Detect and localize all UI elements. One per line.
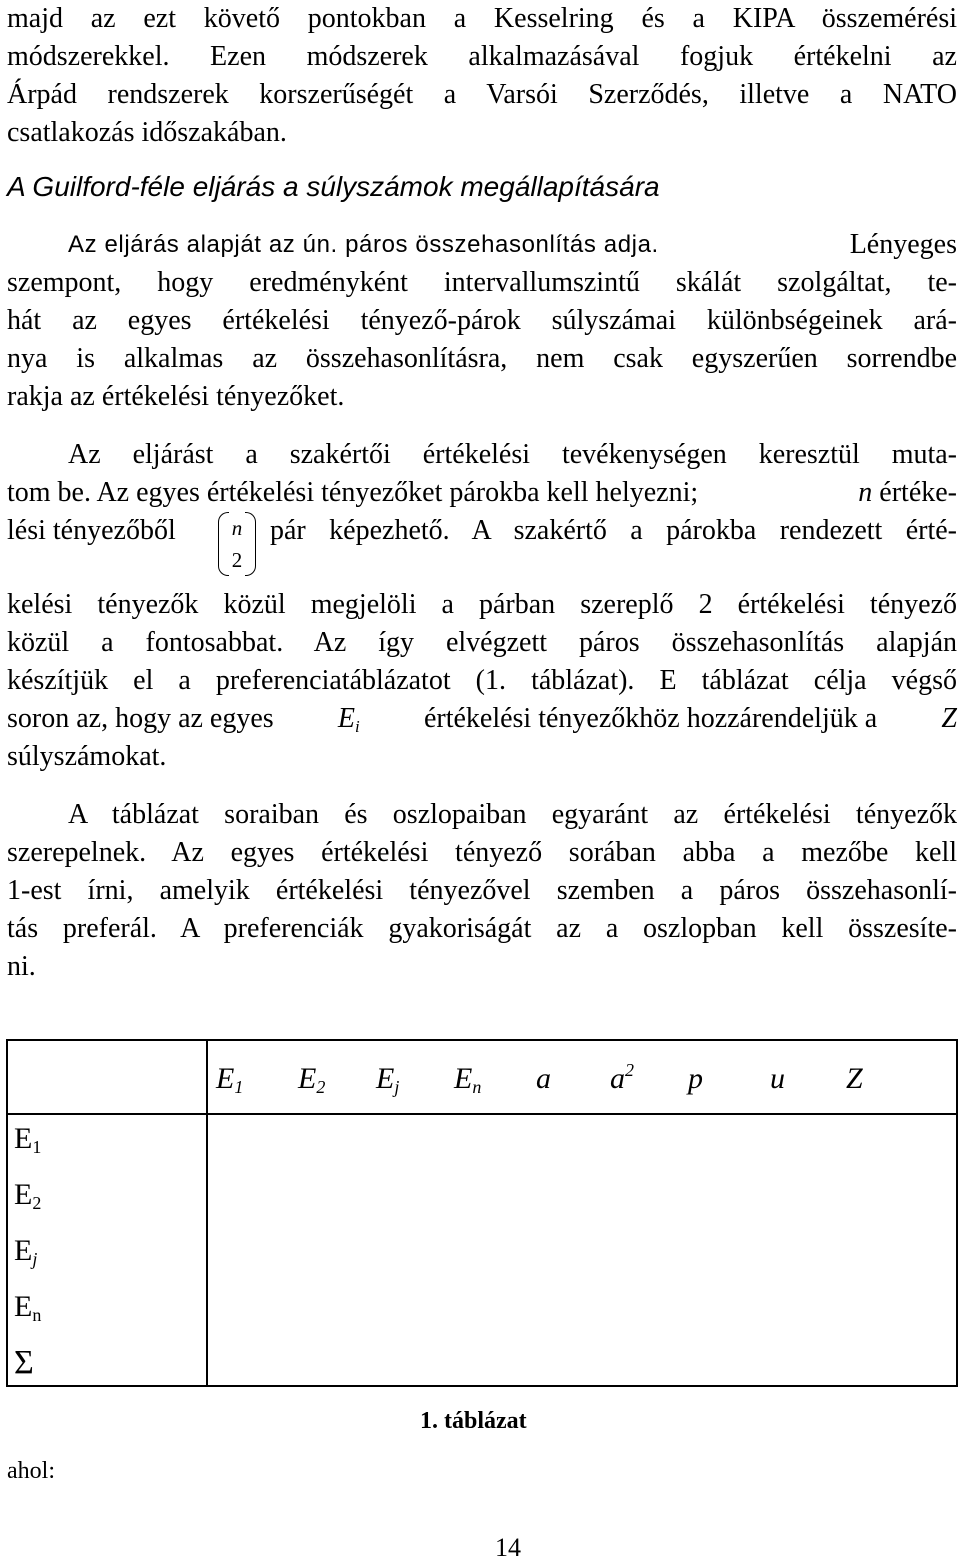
variable-E: E <box>337 703 356 734</box>
preference-table <box>6 1039 958 1387</box>
p2-line-4: nya is alkalmas az összehasonlításra, nem csak egyszerűen sorrendbe <box>7 343 957 374</box>
column-header: $a^2$ <box>610 1060 634 1095</box>
row-header: $E_2$ <box>14 1178 42 1213</box>
column-header: $E_1$ <box>216 1062 244 1097</box>
p3-line-6: készítjük el a preferenciatáblázatot (1. táblázat). E táblázat célja végső <box>7 665 957 696</box>
page-number: 14 <box>495 1533 521 1562</box>
column-header: $E_j$ <box>376 1062 400 1097</box>
p2-line-2: szempont, hogy eredményként intervallumszintű skálát szolgáltat, te- <box>7 267 957 298</box>
binomial-right-paren <box>245 512 256 576</box>
p4-line-4: tás preferál. A preferenciák gyakoriságát az a oszlopban kell összesíte- <box>7 913 957 944</box>
p3-line-7 <box>7 700 957 738</box>
p4-line-1: A táblázat soraiban és oszlopaiban egyaránt az értékelési tényezők <box>68 799 957 830</box>
column-header: a <box>536 1062 551 1095</box>
p4-line-2: szerepelnek. Az egyes értékelési tényező sorában abba a mezőbe kell <box>7 837 957 868</box>
ahol-label: ahol: <box>7 1458 55 1484</box>
p3-line-1: Az eljárást a szakértői értékelési tevékenységen keresztül muta- <box>68 439 957 470</box>
section-heading: A Guilford-féle eljárás a súlyszámok megállapítására <box>7 171 660 202</box>
p3-line-2-end <box>858 474 957 512</box>
p3-line-4: kelési tényezők közül megjelöli a párban szereplő 2 értékelési tényező <box>7 589 957 620</box>
binomial-left-paren <box>218 512 229 576</box>
p4-line-5: ni. <box>7 951 36 982</box>
p1-line-1: majd az ezt követő pontokban a Kesselring és a KIPA összemérési <box>7 3 957 34</box>
row-header: $E_j$ <box>14 1234 38 1269</box>
sum-row-header: Σ <box>14 1344 34 1381</box>
p3-line-7-start: soron az, hogy az egyes <box>7 703 274 734</box>
table-horizontal-divider <box>8 1113 956 1115</box>
column-header: Z <box>846 1062 863 1095</box>
column-header: $E_n$ <box>454 1062 482 1097</box>
p1-line-2: módszerekkel. Ezen módszerek alkalmazásával fogjuk értékelni az <box>7 41 957 72</box>
p4-line-3: 1-est írni, amelyik értékelési tényezővel szemben a páros összehasonlí- <box>7 875 957 906</box>
binomial-bottom: 2 <box>231 548 243 572</box>
row-header: $E_n$ <box>14 1290 42 1325</box>
p2-line-1 <box>68 226 957 264</box>
row-header: $E_1$ <box>14 1122 42 1157</box>
column-header: u <box>770 1062 785 1095</box>
subscript-i: i <box>355 717 360 736</box>
p3-line-7-mid: értékelési tényezőkhöz hozzárendeljük a <box>423 703 878 734</box>
p1-line-3: Árpád rendszerek korszerűségét a Varsói Szerződés, illetve a NATO <box>7 79 957 110</box>
column-header: $E_2$ <box>298 1062 326 1097</box>
column-header: p <box>688 1062 703 1095</box>
variable-Ei <box>338 700 360 738</box>
table-caption: 1. táblázat <box>420 1408 527 1434</box>
p2-line-3: hát az egyes értékelési tényező-párok súlyszámai különbségeinek ará- <box>7 305 957 336</box>
p3-line-2 <box>7 474 957 512</box>
p3-line-3-start: lési tényezőből <box>7 515 176 546</box>
binomial-coefficient <box>218 512 256 576</box>
variable-n: n <box>858 477 873 508</box>
p2-line-1-start: Az eljárás alapját az ún. páros összehasonlítás adja. <box>68 231 659 258</box>
p1-line-4: csatlakozás időszakában. <box>7 117 287 148</box>
p3-line-2-tail: értéke- <box>879 477 957 508</box>
p3-line-5: közül a fontosabbat. Az így elvégzett páros összehasonlítás alapján <box>7 627 957 658</box>
p3-line-8: súlyszámokat. <box>7 741 167 772</box>
p3-line-3-end: pár képezhető. A szakértő a párokba rendezett érté- <box>270 515 957 546</box>
p3-line-2-start: tom be. Az egyes értékelési tényezőket párokba kell helyezni; <box>7 477 699 508</box>
variable-Z: Z <box>941 703 957 734</box>
p2-line-5: rakja az értékelési tényezőket. <box>7 381 345 412</box>
table-vertical-divider <box>206 1041 208 1385</box>
binomial-top: n <box>231 516 243 540</box>
p2-line-1-end: Lényeges <box>849 229 957 260</box>
